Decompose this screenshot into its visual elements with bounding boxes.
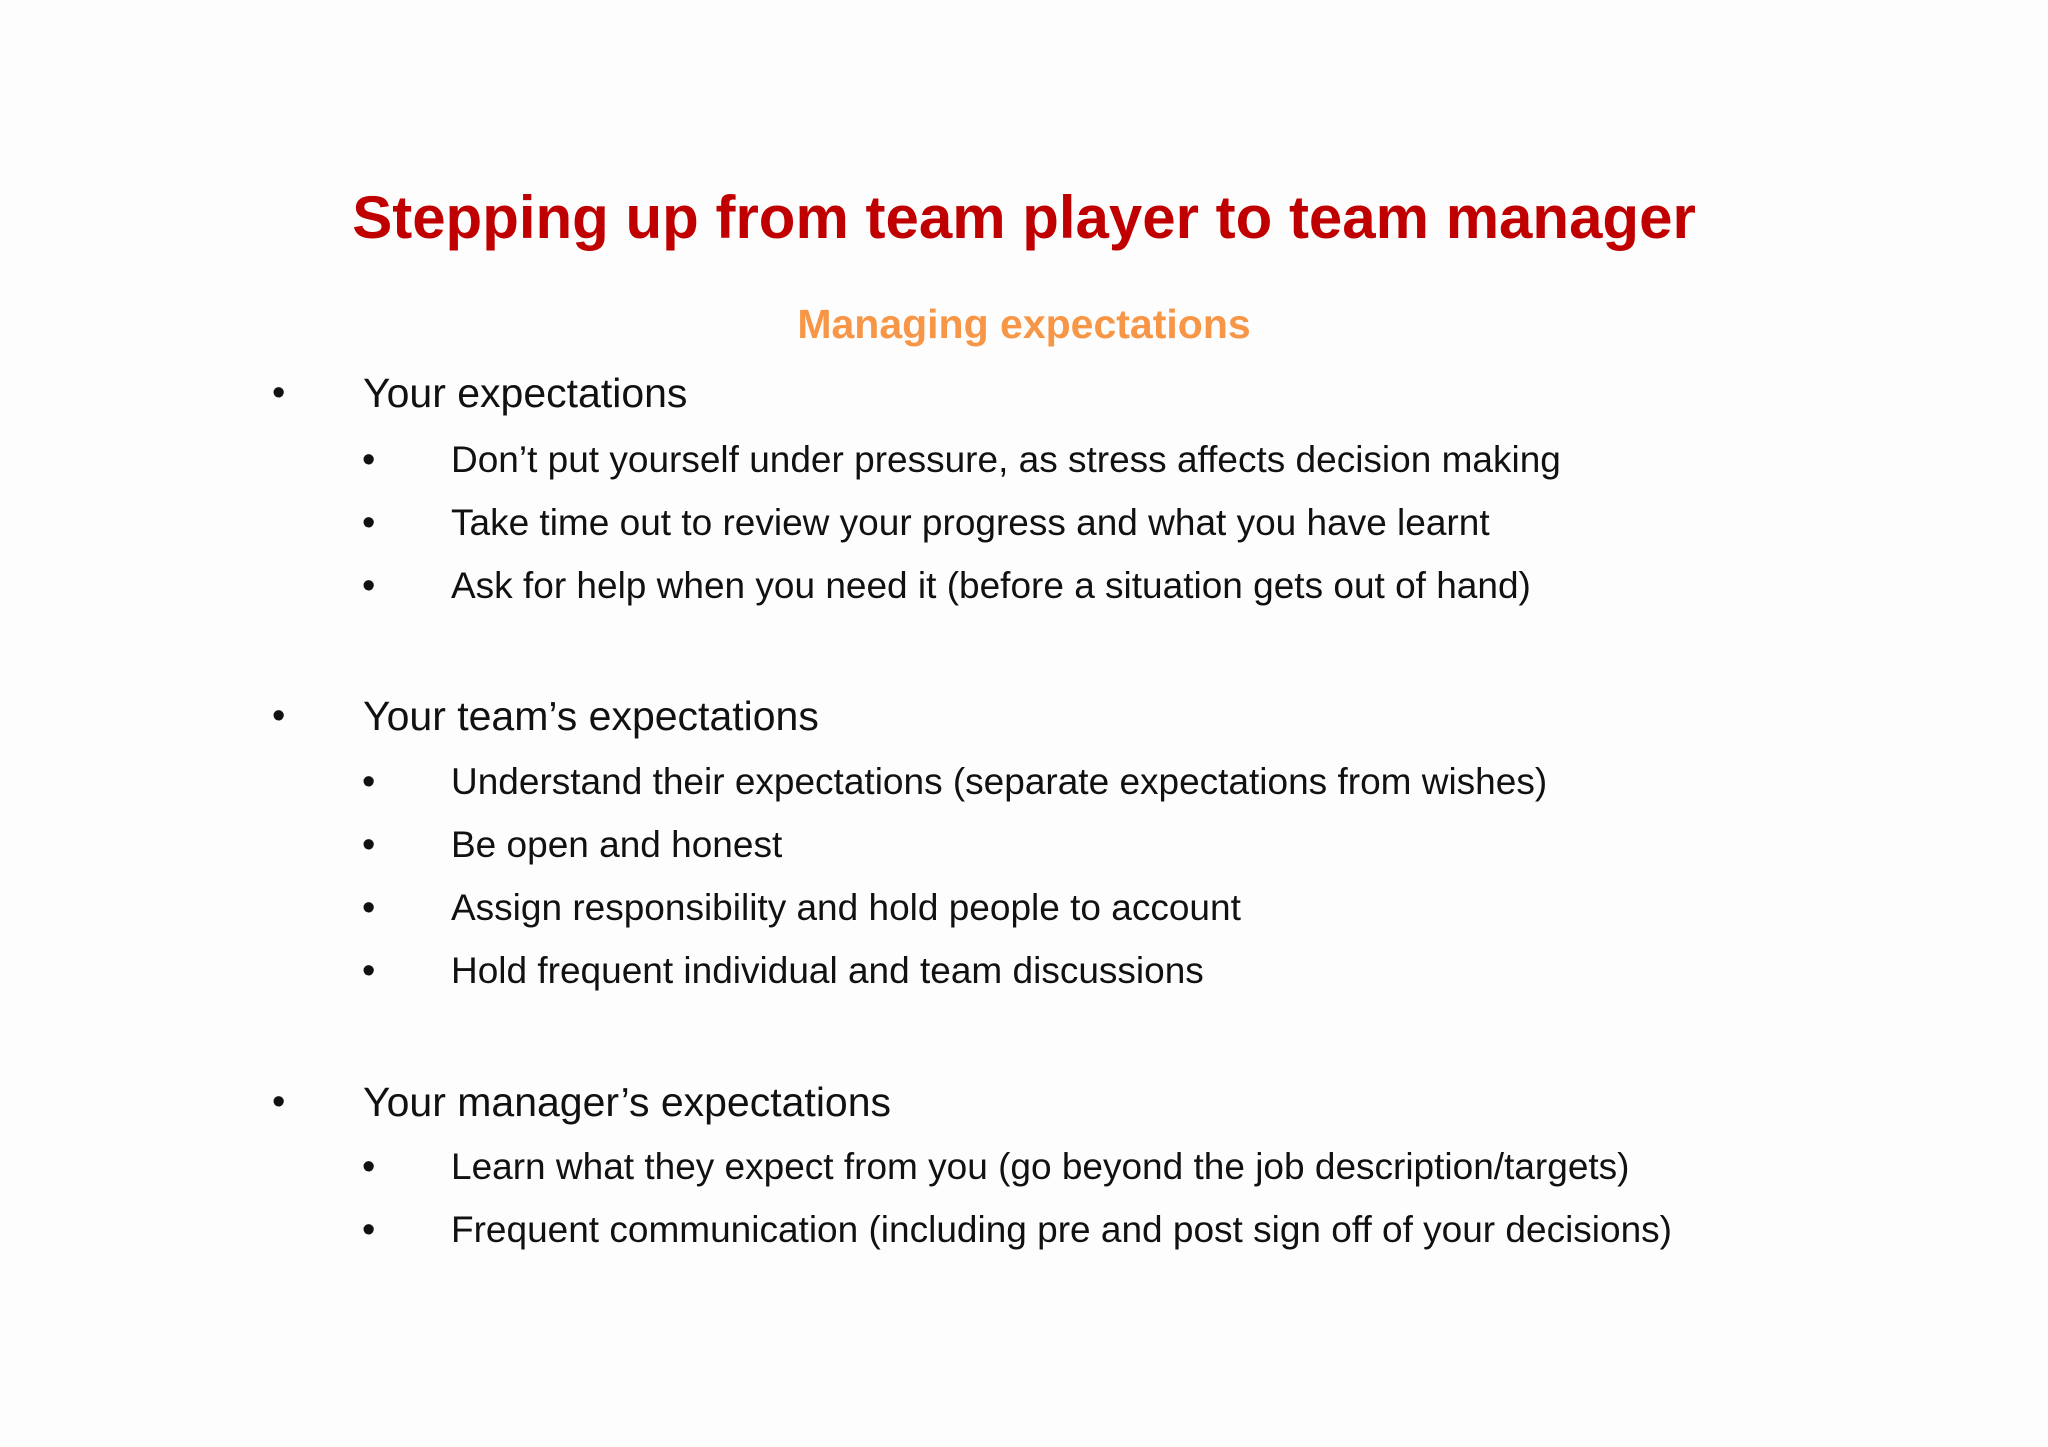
section-heading-your-managers-expectations: [0, 1072, 2048, 1132]
list-item: [0, 755, 2048, 809]
list-item: [0, 559, 2048, 613]
section-heading-text: Your team’s expectations: [363, 693, 819, 739]
list-item-text: Learn what they expect from you (go beyond the job description/targets): [451, 1146, 1630, 1187]
bullet-icon: •: [362, 502, 376, 544]
list-item-text: Don’t put yourself under pressure, as stress affects decision making: [451, 439, 1561, 480]
list-item: [0, 818, 2048, 872]
list-item-text: Frequent communication (including pre and post sign off of your decisions): [451, 1209, 1672, 1250]
bullet-icon: •: [362, 824, 376, 866]
bullet-icon: •: [362, 761, 376, 803]
list-item: [0, 496, 2048, 550]
bullet-icon: •: [272, 1081, 286, 1123]
slide-title: Stepping up from team player to team manager: [352, 184, 1696, 251]
bullet-icon: •: [362, 565, 376, 607]
bullet-icon: •: [272, 372, 286, 414]
section-heading-text: Your manager’s expectations: [363, 1079, 892, 1125]
list-item-text: Hold frequent individual and team discussions: [451, 950, 1204, 991]
list-item: [0, 944, 2048, 998]
list-item: [0, 1203, 2048, 1257]
bullet-icon: •: [362, 1146, 376, 1188]
list-item-text: Take time out to review your progress and what you have learnt: [451, 502, 1490, 543]
list-item: [0, 433, 2048, 487]
list-item: [0, 1140, 2048, 1194]
bullet-icon: •: [362, 887, 376, 929]
bullet-icon: •: [272, 695, 286, 737]
list-item-text: Ask for help when you need it (before a situation gets out of hand): [451, 565, 1531, 606]
slide-subtitle: Managing expectations: [797, 301, 1251, 347]
section-heading-your-teams-expectations: [0, 686, 2048, 746]
list-item-text: Understand their expectations (separate expectations from wishes): [451, 761, 1548, 802]
section-heading-your-expectations: [0, 363, 2048, 423]
list-item: [0, 881, 2048, 935]
section-heading-text: Your expectations: [363, 370, 688, 416]
list-item-text: Assign responsibility and hold people to account: [451, 887, 1241, 928]
bullet-icon: •: [362, 1209, 376, 1251]
bullet-icon: •: [362, 439, 376, 481]
bullet-icon: •: [362, 950, 376, 992]
list-item-text: Be open and honest: [451, 824, 783, 865]
